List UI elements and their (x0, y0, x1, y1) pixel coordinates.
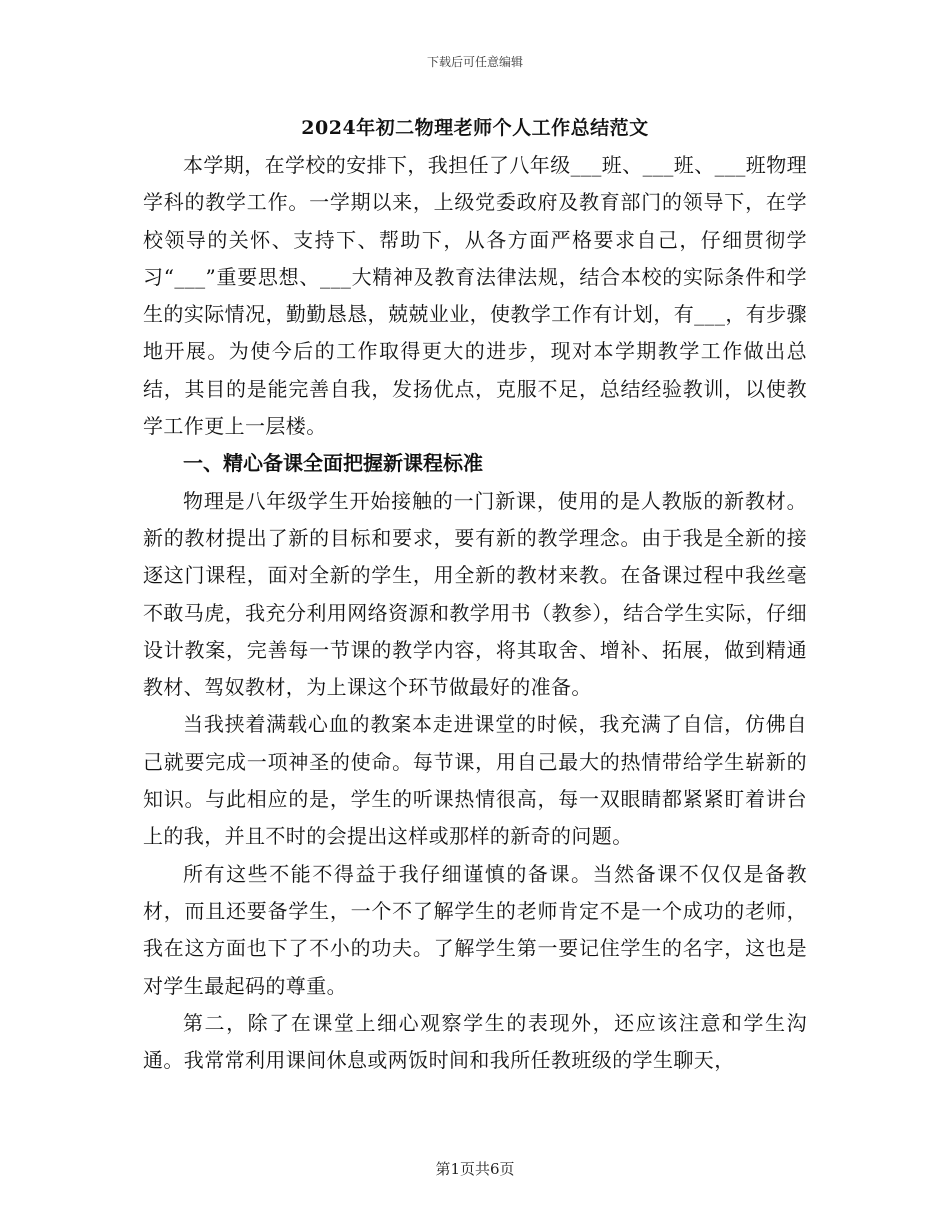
page-number: 第1页共6页 (435, 1160, 515, 1178)
section-heading: 一、精心备课全面把握新课程标准 (183, 451, 483, 476)
header-note: 下载后可任意编辑 (426, 55, 523, 69)
document-title: 2024年初二物理老师个人工作总结范文 (301, 117, 649, 139)
paragraph: 物理是八年级学生开始接触的一门新课，使用的是人教版的新教材。新的教材提出了新的目标和要求，要有新的教学理念。由于我是全新的接逐这门课程，面对全新的学生，用全新的教材来教。在备课过程中我丝毫不敢马虎，我充分利用网络资源和教学用书（教参），结合学生实际，仔细设计教案，完善每一节课的教学内容，将其取舍、增补、拓展，做到精通教材、驾奴教材，为上课这个环节做最好的准备。 (143, 488, 807, 700)
paragraph-intro: 本学期，在学校的安排下，我担任了八年级___班、___班、___班物理学科的教学工作。一学期以来，上级党委政府及教育部门的领导下，在学校领导的关怀、支持下、帮助下，从各方面严格要求自己，仔细贯彻学习“___”重要思想、___大精神及教育法律法规，结合本校的实际条件和学生的实际情况，勤勤恳恳，兢兢业业，使教学工作有计划，有___，有步骤地开展。为使今后的工作取得更大的进步，现对本学期教学工作做出总结，其目的是能完善自我，发扬优点，克服不足，总结经验教训，以使教学工作更上一层楼。 (143, 153, 807, 439)
paragraph: 所有这些不能不得益于我仔细谨慎的备课。当然备课不仅仅是备教材，而且还要备学生，一个不了解学生的老师肯定不是一个成功的老师，我在这方面也下了不小的功夫。了解学生第一要记住学生的名字，这也是对学生最起码的尊重。 (143, 861, 807, 998)
paragraph: 当我挟着满载心血的教案本走进课堂的时候，我充满了自信，仿佛自己就要完成一项神圣的使命。每节课，用自己最大的热情带给学生崭新的知识。与此相应的是，学生的听课热情很高，每一双眼睛都紧紧盯着讲台上的我，并且不时的会提出这样或那样的新奇的问题。 (143, 712, 807, 849)
paragraph: 第二，除了在课堂上细心观察学生的表现外，还应该注意和学生沟通。我常常利用课间休息或两饭时间和我所任教班级的学生聊天， (143, 1010, 807, 1073)
document-body (143, 147, 807, 1079)
